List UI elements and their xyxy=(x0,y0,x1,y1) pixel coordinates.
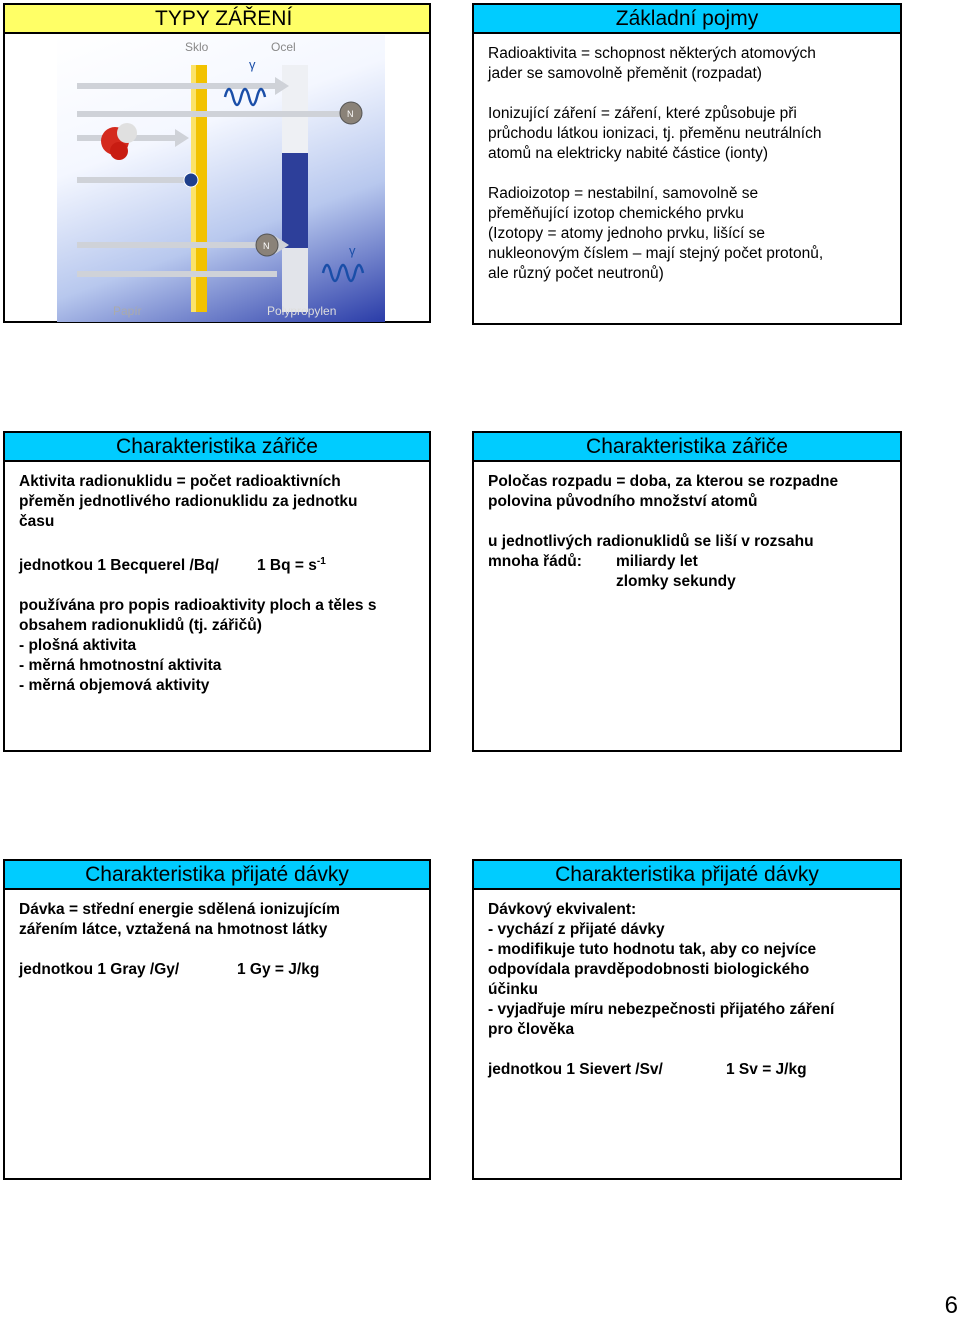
gamma-wave-icon xyxy=(225,89,265,105)
slide-body xyxy=(474,34,900,294)
page-number: 6 xyxy=(944,1292,958,1319)
neutron-ray-arrow xyxy=(77,111,357,117)
slide-title: Charakteristika přijaté dávky xyxy=(5,861,429,890)
text-line: Poločas rozpadu = doba, za kterou se rozpadne xyxy=(488,473,839,490)
beta-particle-icon xyxy=(184,173,198,187)
label-sklo: Sklo xyxy=(185,40,209,54)
text-line: u jednotlivých radionuklidů se liší v rozsahu xyxy=(488,533,814,550)
neutron-ray-lower xyxy=(77,242,277,248)
slide-zakladni-pojmy xyxy=(472,3,902,325)
text-line: Ionizující záření = záření, které způsobuje při xyxy=(488,105,797,122)
unit-exponent: -1 xyxy=(316,556,326,567)
label-gamma: γ xyxy=(249,57,256,72)
radiation-penetration-figure xyxy=(57,35,385,322)
text-line: Aktivita radionuklidu = počet radioaktivních xyxy=(19,473,341,490)
slide-prijata-davka-1 xyxy=(3,859,431,1180)
radiation-diagram xyxy=(57,35,385,322)
text-line xyxy=(488,552,886,572)
list-item: - plošná aktivita xyxy=(19,637,137,655)
slide-title: Charakteristika zářiče xyxy=(474,433,900,462)
text-line: Dávkový ekvivalent: xyxy=(488,901,637,918)
slide-body xyxy=(474,462,900,602)
range-prefix: mnoha řádů: xyxy=(488,553,582,570)
beta-ray-arrow xyxy=(77,177,187,183)
unit-line xyxy=(19,960,415,980)
list-item: - měrná hmotnostní aktivita xyxy=(19,657,222,675)
steel-bar xyxy=(282,153,308,248)
text-line: používána pro popis radioaktivity ploch a těles s xyxy=(19,597,377,615)
text-line: Radioizotop = nestabilní, samovolně se xyxy=(488,185,759,202)
unit-name: jednotkou 1 Gray /Gy/ xyxy=(19,961,180,978)
text-line: (Izotopy = atomy jednoho prvku, lišící se xyxy=(488,225,765,242)
text-line xyxy=(488,572,886,592)
slide-body xyxy=(5,462,429,706)
text-line: přeměn jednotlivého radionuklidu za jednotku xyxy=(19,493,358,510)
unit-definition: 1 Bq = s xyxy=(257,557,317,575)
text-line: zářením látce, vztažená na hmotnost látky xyxy=(19,921,328,938)
unit-definition: 1 Gy = J/kg xyxy=(237,961,320,978)
label-ocel: Ocel xyxy=(271,40,296,54)
list-item: - vyjadřuje míru nebezpečnosti přijatého záření xyxy=(488,1001,835,1018)
polypropylene-bar xyxy=(282,248,308,312)
text-line: času xyxy=(19,513,55,530)
slide-body xyxy=(5,890,429,990)
slide-title: Základní pojmy xyxy=(474,5,900,34)
list-item: - měrná objemová aktivity xyxy=(19,677,210,695)
label-papir: Papír xyxy=(113,304,142,318)
slide-body xyxy=(474,890,900,1090)
text-line: odpovídala pravděpodobnosti biologického xyxy=(488,961,810,978)
text-line: účinku xyxy=(488,981,538,998)
slide-title: Charakteristika zářiče xyxy=(5,433,429,462)
gamma-ray-arrow xyxy=(77,83,277,89)
unit-line xyxy=(19,552,415,576)
text-line: Dávka = střední energie sdělená ionizujícím xyxy=(19,901,340,918)
text-line: Radioaktivita = schopnost některých atomových xyxy=(488,45,816,62)
glass-bar xyxy=(282,65,308,153)
label-n: N xyxy=(263,241,270,251)
gamma-ray-lower xyxy=(77,271,277,277)
text-line: nukleonovým číslem – mají stejný počet protonů, xyxy=(488,245,824,262)
text-line: obsahem radionuklidů (tj. zářičů) xyxy=(19,617,262,635)
text-line: atomů na elektricky nabité částice (ionty) xyxy=(488,145,768,162)
range-option: zlomky sekundy xyxy=(616,573,736,590)
label-polypropylen: Polypropylen xyxy=(267,304,337,318)
svg-text:N: N xyxy=(347,109,354,119)
unit-name: jednotkou 1 Sievert /Sv/ xyxy=(488,1061,663,1078)
text-line: pro člověka xyxy=(488,1021,575,1038)
unit-definition: 1 Sv = J/kg xyxy=(726,1061,807,1078)
slide-charakteristika-zarice-1 xyxy=(3,431,431,752)
slide-title: Charakteristika přijaté dávky xyxy=(474,861,900,890)
text-line: ale různý počet neutronů) xyxy=(488,265,664,282)
list-item: - vychází z přijaté dávky xyxy=(488,921,665,938)
unit-line xyxy=(488,1060,886,1080)
gamma-wave-lower-icon xyxy=(323,265,363,281)
text-line: přeměňující izotop chemického prvku xyxy=(488,205,744,222)
range-option: miliardy let xyxy=(616,553,698,570)
svg-text:γ: γ xyxy=(349,243,356,258)
slide-typy-zareni xyxy=(3,3,431,323)
text-line: polovina původního množství atomů xyxy=(488,493,758,510)
list-item: - modifikuje tuto hodnotu tak, aby co nejvíce xyxy=(488,941,817,958)
slide-title: TYPY ZÁŘENÍ xyxy=(5,5,429,34)
text-line: jader se samovolně přeměnit (rozpadat) xyxy=(488,65,762,82)
unit-name: jednotkou 1 Becquerel /Bq/ xyxy=(19,557,219,575)
slide-prijata-davka-2 xyxy=(472,859,902,1180)
slide-charakteristika-zarice-2 xyxy=(472,431,902,752)
text-line: průchodu látkou ionizaci, tj. přeměnu neutrálních xyxy=(488,125,822,142)
